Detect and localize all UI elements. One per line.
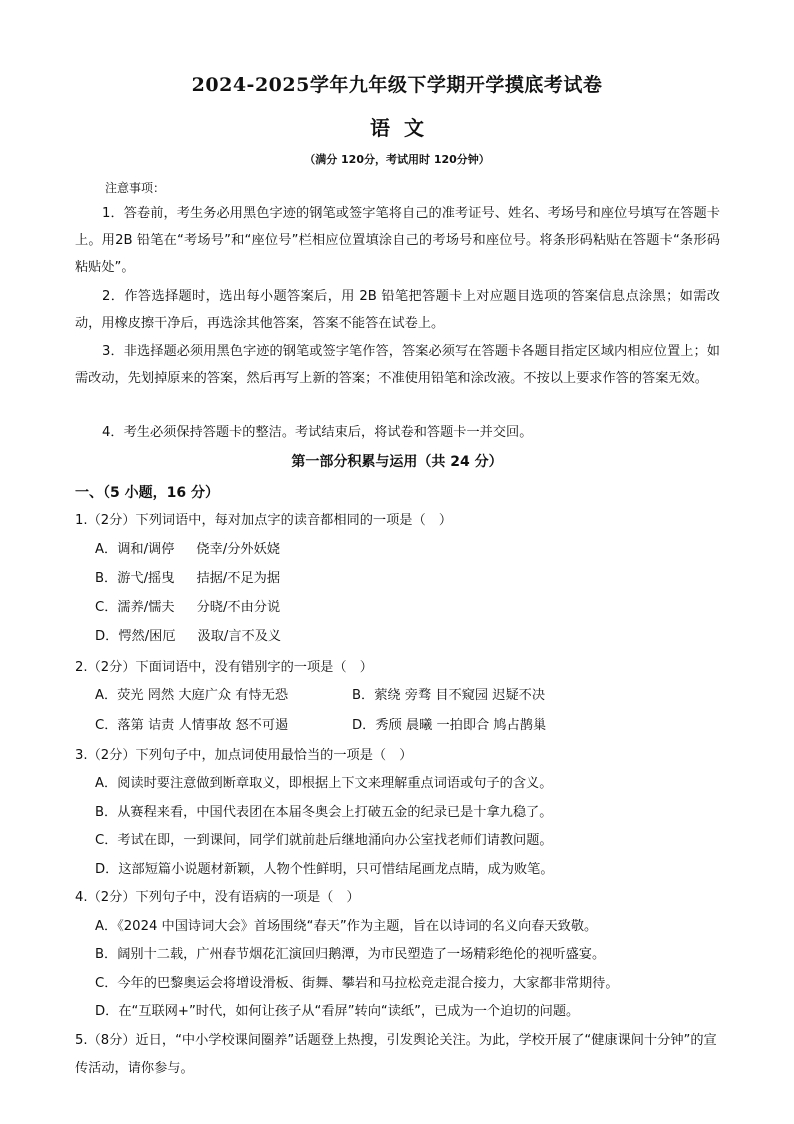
question-3-option-b: B．从赛程来看，中国代表团在本届冬奥会上打破五金的纪录已是十拿九稳了。 xyxy=(95,805,553,820)
score-note: （满分 120分，考试用时 120分钟） xyxy=(304,153,490,166)
question-1-option-a xyxy=(95,537,280,563)
option-d-part1: D．愕然/困厄 xyxy=(95,629,176,644)
question-4-stem: 4.（2分）下列句子中，没有语病的一项是（ ） xyxy=(75,890,360,905)
notice-item-1: 1．答卷前，考生务必用黑色字迹的钢笔或签字笔将自己的准考证号、姓名、考场号和座位号填写在答题卡上。用2B 铅笔在“考场号”和“座位号”栏相应位置填涂自己的考场号和座位号。将条形码粘贴在答题卡“条形码粘贴处”。 xyxy=(75,206,720,275)
option-a-part2: 侥幸/分外妖娆 xyxy=(196,542,280,557)
notice-item-3: 3．非选择题必须用黑色字迹的钢笔或签字笔作答，答案必须写在答题卡各题目指定区域内相应位置上；如需改动，先划掉原来的答案，然后再写上新的答案；不准使用铅笔和涂改液。不按以上要求作答的答案无效。 xyxy=(75,344,720,386)
question-1-option-d xyxy=(95,624,281,650)
question-3-option-d: D．这部短篇小说题材新颖，人物个性鲜明，只可惜结尾画龙点睛，成为败笔。 xyxy=(95,862,554,877)
question-4-option-c: C．今年的巴黎奥运会将增设滑板、街舞、攀岩和马拉松竞走混合接力，大家都非常期待。 xyxy=(95,976,619,991)
option-c-part1: C．濡养/懦夫 xyxy=(95,600,175,615)
question-1-stem: 1.（2分）下列词语中，每对加点字的读音都相同的一项是（ ） xyxy=(75,513,453,528)
subject-char-1: 语 xyxy=(370,116,390,140)
option-c-part2: 分晓/不由分说 xyxy=(196,600,281,615)
question-3-option-a: A．阅读时要注意做到断章取义，即根据上下文来理解重点词语或句子的含义。 xyxy=(95,776,553,791)
question-4-option-a: A．《2024 中国诗词大会》首场围绕“春天”作为主题，旨在以诗词的名义向春天致敬。 xyxy=(95,919,598,934)
option-b-part1: B．游弋/摇曳 xyxy=(95,571,175,586)
question-3-option-c: C．考试在即，一到课间，同学们就前赴后继地涌向办公室找老师们请教问题。 xyxy=(95,833,553,848)
subject-char-2: 文 xyxy=(404,116,424,140)
option-d-part2: 汲取/言不及义 xyxy=(197,629,282,644)
question-3-stem: 3.（2分）下列句子中，加点词使用最恰当的一项是（ ） xyxy=(75,748,413,763)
part-title: 第一部分积累与运用（共 24 分） xyxy=(291,454,503,470)
question-1-option-b xyxy=(95,566,280,592)
section-title: 一、（5 小题，16 分） xyxy=(75,485,219,501)
question-4-option-d: D．在“互联网+”时代，如何让孩子从“看屏”转向“读纸”，已成为一个迫切的问题。 xyxy=(95,1004,580,1019)
subject-title xyxy=(0,112,794,141)
notice-heading: 注意事项： xyxy=(105,181,166,195)
question-2-stem: 2.（2分）下面词语中，没有错别字的一项是（ ） xyxy=(75,660,373,675)
question-1-option-c xyxy=(95,595,280,621)
question-2-option-b: B．萦绕 旁骛 目不窥园 迟疑不决 xyxy=(352,688,546,703)
question-2-option-c: C．落第 诘责 人情事故 怒不可遏 xyxy=(95,718,289,733)
question-2-option-d: D．秀颀 晨曦 一拍即合 鸠占鹊巢 xyxy=(352,718,547,733)
option-a-part1: A．调和/调停 xyxy=(95,542,175,557)
question-5-stem: 5.（8分）近日，“中小学校课间圈养”话题登上热搜，引发舆论关注。为此，学校开展了“健康课间十分钟”的宣传活动，请你参与。 xyxy=(75,1033,717,1076)
notice-item-4: 4．考生必须保持答题卡的整洁。考试结束后，将试卷和答题卡一并交回。 xyxy=(102,425,533,440)
question-4-option-b: B．阔别十二载，广州春节烟花汇演回归鹅潭，为市民塑造了一场精彩绝伦的视听盛宴。 xyxy=(95,947,606,962)
exam-title: 2024-2025学年九年级下学期开学摸底考试卷 xyxy=(191,74,603,96)
option-b-part2: 拮据/不足为据 xyxy=(196,571,281,586)
question-2-option-a: A．荧光 罔然 大庭广众 有恃无恐 xyxy=(95,688,289,703)
notice-item-2: 2．作答选择题时，选出每小题答案后，用 2B 铅笔把答题卡上对应题目选项的答案信息点涂黑；如需改动，用橡皮擦干净后，再选涂其他答案，答案不能答在试卷上。 xyxy=(75,289,720,331)
